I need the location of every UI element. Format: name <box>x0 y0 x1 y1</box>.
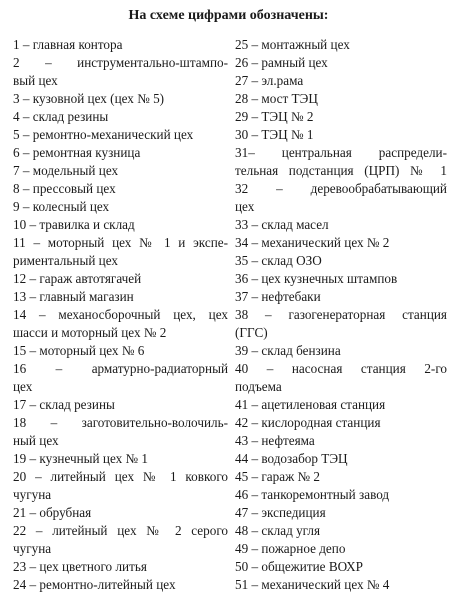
legend-line: 35 – склад ОЗО <box>235 253 322 268</box>
legend-line: 29 – ТЭЦ № 2 <box>235 109 314 124</box>
legend-line: 30 – ТЭЦ № 1 <box>235 127 314 142</box>
legend-line: 43 – нефтеяма <box>235 433 315 448</box>
legend-line: чугуна <box>13 541 52 556</box>
legend-line: 31– центральная распредели- <box>235 145 447 160</box>
legend-line: 24 – ремонтно-литейный цех <box>13 577 176 592</box>
legend-line: 36 – цех кузнечных штампов <box>235 271 398 286</box>
legend-line: 1 – главная контора <box>13 37 123 52</box>
legend-line: подъема <box>235 379 282 394</box>
legend-line: риментальный цех <box>13 253 118 268</box>
legend-line: 34 – механический цех № 2 <box>235 235 390 250</box>
legend-line: 19 – кузнечный цех № 1 <box>13 451 148 466</box>
legend-line: 14 – механосборочный цех, цех <box>13 307 228 322</box>
legend-line: 27 – эл.рама <box>235 73 304 88</box>
legend-line: 16 – арматурно-радиаторный <box>13 361 228 376</box>
legend-line: 33 – склад масел <box>235 217 329 232</box>
legend-line: 17 – склад резины <box>13 397 115 412</box>
legend-line: 37 – нефтебаки <box>235 289 321 304</box>
legend-line: 50 – общежитие ВОХР <box>235 559 363 574</box>
legend-line: 32 – деревообрабатывающий <box>235 181 447 196</box>
legend-line: 46 – танкоремонтный завод <box>235 487 390 502</box>
legend-title: На схеме цифрами обозначены: <box>128 8 329 23</box>
legend-line: 40 – насосная станция 2-го <box>235 361 447 376</box>
legend-line: 38 – газогенераторная станция <box>235 307 447 322</box>
legend-line: 42 – кислородная станция <box>235 415 381 430</box>
legend-line: 21 – обрубная <box>13 505 92 520</box>
legend-line: чугуна <box>13 487 52 502</box>
legend-line: 5 – ремонтно-механический цех <box>13 127 194 142</box>
legend-line: тельная подстанция (ЦРП) № 1 <box>235 163 447 178</box>
legend-line: 9 – колесный цех <box>13 199 110 214</box>
legend-line: 6 – ремонтная кузница <box>13 145 141 160</box>
legend-line: ный цех <box>13 433 59 448</box>
legend-line: 13 – главный магазин <box>13 289 134 304</box>
legend-line: 11 – моторный цех № 1 и экспе- <box>13 235 228 250</box>
legend-line: 39 – склад бензина <box>235 343 341 358</box>
legend-line: 2 – инструментально-штампо- <box>13 55 228 70</box>
legend-line: 44 – водозабор ТЭЦ <box>235 451 348 466</box>
legend-line: 26 – рамный цех <box>235 55 328 70</box>
legend-line: 23 – цех цветного литья <box>13 559 147 574</box>
legend-line: 51 – механический цех № 4 <box>235 577 390 592</box>
legend-line: 3 – кузовной цех (цех № 5) <box>13 91 165 106</box>
legend-line: (ГГС) <box>235 325 268 340</box>
legend-line: 47 – экспедиция <box>235 505 326 520</box>
legend-line: 22 – литейный цех № 2 серого <box>13 523 228 538</box>
legend-line: 4 – склад резины <box>13 109 109 124</box>
legend-column-right <box>235 36 447 594</box>
legend-line: 48 – склад угля <box>235 523 321 538</box>
legend-line: 18 – заготовительно-волочиль- <box>13 415 228 430</box>
legend-line: 49 – пожарное депо <box>235 541 346 556</box>
legend-line: шасси и моторный цех № 2 <box>13 325 167 340</box>
legend-line: 12 – гараж автотягачей <box>13 271 142 286</box>
legend-line: 28 – мост ТЭЦ <box>235 91 318 106</box>
legend-line: 41 – ацетиленовая станция <box>235 397 386 412</box>
legend-line: 10 – травилка и склад <box>13 217 135 232</box>
legend-line: цех <box>235 199 255 214</box>
legend-line: 25 – монтажный цех <box>235 37 350 52</box>
legend-line: 8 – прессовый цех <box>13 181 116 196</box>
legend-line: 7 – модельный цех <box>13 163 119 178</box>
legend-line: цех <box>13 379 33 394</box>
legend-line: 15 – моторный цех № 6 <box>13 343 145 358</box>
legend-column-left <box>13 36 228 594</box>
legend-line: 20 – литейный цех № 1 ковкого <box>13 469 228 484</box>
legend-line: вый цех <box>13 73 58 88</box>
legend-line: 45 – гараж № 2 <box>235 469 320 484</box>
